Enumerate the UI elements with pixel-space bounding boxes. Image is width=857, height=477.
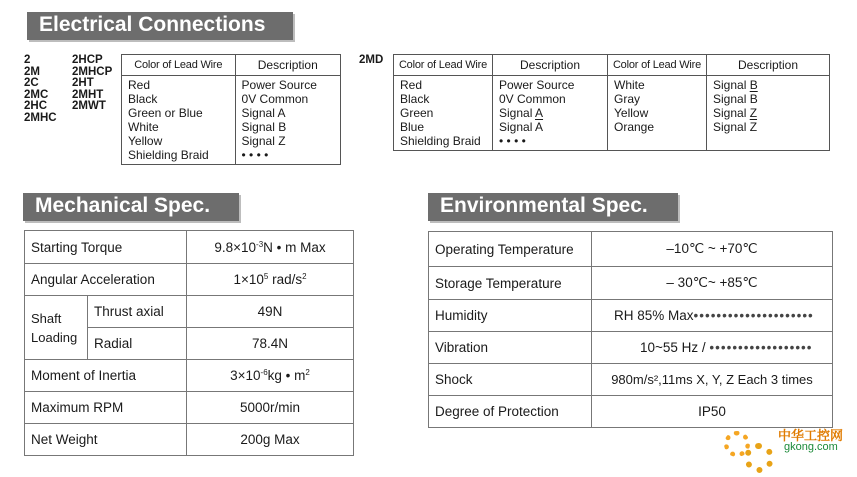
spec-value-moment-inertia: $3\times 10^{-6}kg$ • $m^2$ — [187, 360, 354, 392]
environmental-spec-header: Environmental Spec. — [428, 193, 678, 221]
watermark-url: gkong.com — [784, 441, 838, 453]
signal-prefix: Signal — [499, 120, 536, 134]
wire-description — [713, 106, 823, 120]
wire-description-cell — [235, 76, 340, 165]
wire-color: Black — [128, 92, 158, 106]
wire-color: Yellow — [614, 106, 649, 120]
header-color-lead-wire: Color of Lead Wire — [608, 55, 707, 76]
wire-description: • • • • — [241, 148, 269, 162]
spec-value-max-rpm: 5000r/min — [187, 392, 354, 424]
wire-color-cell — [394, 76, 493, 151]
wire-description: Signal A — [499, 106, 544, 120]
signal-letter-inverted: $\overline{Z}$ — [749, 120, 758, 134]
wire-description: Power Source — [241, 78, 317, 92]
wire-description: Signal A — [241, 106, 286, 120]
model-list-left-col2 — [72, 55, 112, 113]
header-color-lead-wire: Color of Lead Wire — [122, 55, 236, 76]
signal-prefix: Signal — [713, 106, 750, 120]
model-code: 2MHCP — [72, 65, 113, 78]
mechanical-spec-header: Mechanical Spec. — [23, 193, 239, 221]
spec-label: Moment of Inertia — [25, 360, 187, 392]
wire-description: Power Source — [499, 78, 575, 92]
wire-color: Yellow — [128, 134, 163, 148]
model-code: 2C — [24, 77, 39, 89]
mechanical-spec-table — [24, 230, 354, 456]
signal-prefix: Signal — [713, 120, 750, 134]
model-code: 2HT — [72, 77, 94, 89]
spec-value-radial: 78.4N — [187, 328, 354, 360]
wire-description — [713, 92, 823, 106]
wire-description: 0V Common — [499, 92, 566, 106]
wire-description — [713, 78, 823, 92]
spec-value-protection: IP50 — [592, 396, 833, 428]
signal-letter: Z — [749, 106, 758, 120]
header-description: Description — [493, 55, 608, 76]
wire-description — [713, 120, 823, 134]
wire-color: Shielding Braid — [128, 148, 209, 162]
wire-table-left — [121, 54, 341, 165]
wire-description: Signal B — [241, 120, 287, 134]
wire-description: • • • • — [499, 134, 526, 148]
wire-color-cell — [122, 76, 236, 165]
electrical-connections-header: Electrical Connections — [27, 12, 293, 40]
watermark-text: 中华工控网 — [778, 428, 844, 443]
wire-description — [499, 120, 601, 134]
spec-label: Operating Temperature — [429, 232, 592, 267]
spec-label: Vibration — [429, 332, 592, 364]
spec-sublabel-radial: Radial — [88, 328, 187, 360]
wire-description: Signal Z — [241, 134, 286, 148]
spec-value-angular-acceleration: $1\times 10^5$ rad/$s^2$ — [187, 264, 354, 296]
wire-table-2md — [393, 54, 830, 151]
wire-color: Black — [400, 92, 430, 106]
spec-value-operating-temp: –10℃ ~ +70℃ — [592, 232, 833, 267]
model-code: 2MHC — [24, 111, 57, 124]
spec-value-shock: 980m/s²,11ms X, Y, Z Each 3 times — [592, 364, 833, 396]
model-code: 2M — [24, 65, 40, 78]
spec-label: Angular Acceleration — [25, 264, 187, 296]
signal-letter: B — [749, 78, 758, 92]
model-code: 2MC — [24, 88, 49, 101]
model-code: 2 — [24, 54, 31, 66]
model-code-2md: 2MD — [359, 54, 384, 66]
gear-icon — [744, 443, 774, 473]
spec-value-storage-temp: – 30℃~ +85℃ — [592, 267, 833, 300]
wire-color: Gray — [614, 92, 641, 106]
wire-color: Green or Blue — [128, 106, 203, 120]
environmental-spec-table — [428, 231, 833, 428]
model-list-left-col1 — [24, 55, 57, 124]
wire-color-cell — [608, 76, 707, 151]
spec-value-thrust: 49N — [187, 296, 354, 328]
wire-color: Blue — [400, 120, 425, 134]
signal-prefix: Signal — [713, 92, 750, 106]
spec-label: Humidity — [429, 300, 592, 332]
wire-color: Red — [128, 78, 151, 92]
dotted-leader: ••••••••••••••••••••• — [693, 308, 814, 323]
wire-color: White — [614, 78, 645, 92]
model-code: 2HCP — [72, 54, 103, 66]
wire-description: 0V Common — [241, 92, 309, 106]
spec-label: Maximum RPM — [25, 392, 187, 424]
spec-label: Net Weight — [25, 424, 187, 456]
header-description: Description — [707, 55, 830, 76]
wire-color: Orange — [614, 120, 655, 134]
wire-color: White — [128, 120, 159, 134]
header-color-lead-wire: Color of Lead Wire — [394, 55, 493, 76]
dotted-leader: •••••••••••••••••• — [709, 340, 813, 355]
model-code: 2HC — [24, 100, 48, 112]
wire-description-cell — [493, 76, 608, 151]
signal-letter-inverted: $\overline{B}$ — [749, 92, 758, 106]
spec-value-vibration: 10~55 Hz / •••••••••••••••••• — [592, 332, 833, 364]
spec-sublabel-thrust: Thrust axial — [88, 296, 187, 328]
wire-description-cell — [707, 76, 830, 151]
wire-color: Red — [400, 78, 423, 92]
spec-value-net-weight: 200g Max — [187, 424, 354, 456]
spec-label: Starting Torque — [25, 231, 187, 264]
watermark-logo — [722, 423, 857, 477]
spec-label: Storage Temperature — [429, 267, 592, 300]
wire-color: Shielding Braid — [400, 134, 481, 148]
signal-letter-inverted: $\overline{A}$ — [535, 120, 544, 134]
spec-label: Shock — [429, 364, 592, 396]
spec-value-humidity: RH 85% Max••••••••••••••••••••• — [592, 300, 833, 332]
wire-color: Green — [400, 106, 434, 120]
spec-value-starting-torque: $9.8\times 10^{-3}N$ • m Max — [187, 231, 354, 264]
model-code: 2MWT — [72, 100, 106, 112]
spec-label-shaft-loading: Shaft Loading — [25, 296, 88, 360]
header-description: Description — [235, 55, 340, 76]
model-code: 2MHT — [72, 88, 104, 101]
spec-label: Degree of Protection — [429, 396, 592, 428]
signal-prefix: Signal — [713, 78, 750, 92]
